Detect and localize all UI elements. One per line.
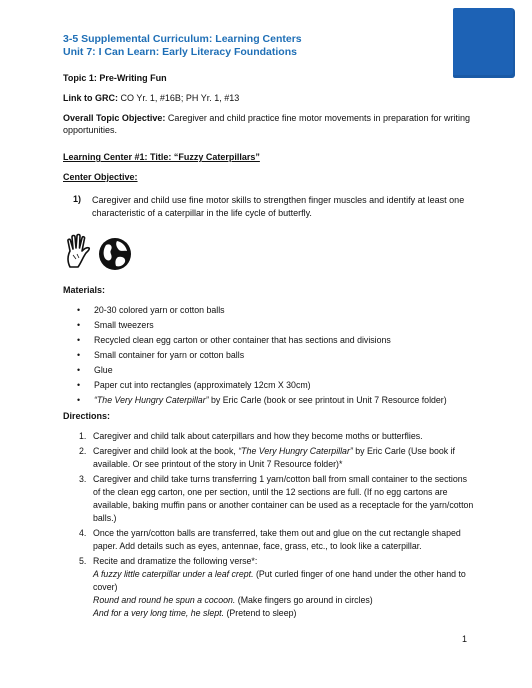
verse-line [93, 594, 475, 607]
globe-icon [99, 238, 131, 270]
verse-action: (Pretend to sleep) [224, 608, 297, 618]
verse-italic: Round and round he spun a cocoon. [93, 595, 236, 605]
direction-text: Caregiver and child take turns transferring 1 yarn/cotton ball from small container to the sections of the clean egg carton, one per section, until the 12 sections are full. (If no egg cartons are available, baking muffin pans or another container can be used as a receptacle for the yarn/cotton balls.) [93, 474, 474, 523]
book-title: “The Very Hungry Caterpillar” [238, 446, 353, 456]
directions-heading: Directions: [63, 411, 111, 421]
grc-label: Link to GRC: [63, 93, 118, 103]
overall-objective-text: Caregiver and child practice fine motor movements in preparation for writing opportunities. [63, 113, 471, 135]
verse-action: (Make fingers go around in circles) [235, 595, 373, 605]
overall-objective [63, 112, 473, 136]
book-note: by Eric Carle (book or see printout in Unit 7 Resource folder) [208, 395, 447, 405]
grc-link [63, 92, 239, 104]
list-item: • Small container for yarn or cotton balls [74, 348, 494, 363]
book-title: “The Very Hungry Caterpillar” [94, 395, 209, 405]
direction-text: Caregiver and child talk about caterpillars and how they become moths or butterflies. [93, 431, 423, 441]
center-objective-number: 1) [73, 194, 82, 204]
direction-text-pre: Caregiver and child look at the book, [93, 446, 239, 456]
header-line-1: 3-5 Supplemental Curriculum: Learning Centers [63, 33, 302, 45]
direction-text-post: by Eric Carle (Use book if available. Or see printout of the story in Unit 7 Resource folder)* [93, 446, 455, 469]
direction-step: 4. Once the yarn/cotton balls are transferred, take them out and glue on the cut rectangle shaped paper. Add details such as eyes, antennae, face, grass, etc., to look like a caterpillar. [79, 528, 461, 551]
verse-action: (Put curled finger of one hand under the other hand to cover) [93, 569, 466, 592]
direction-step: 1. Caregiver and child talk about caterpillars and how they become moths or butterflies. [79, 431, 423, 441]
overall-objective-label: Overall Topic Objective: [63, 113, 166, 123]
verse-italic: A fuzzy little caterpillar under a leaf crept. [93, 569, 254, 579]
verse-italic: And for a very long time, he slept. [93, 608, 225, 618]
list-item: • Glue [74, 363, 494, 378]
direction-step: 5. Recite and dramatize the following verse*: A fuzzy little caterpillar under a leaf crept. (Put curled finger of one hand under the other hand to cover) Round and round he spun a cocoon. (Make fingers go around in circles) And for a very long time, he slept. (Pretend to sleep) [65, 555, 475, 620]
materials-heading: Materials: [63, 285, 106, 295]
center-objective-heading: Center Objective: [63, 172, 138, 182]
direction-step: 2. Caregiver and child look at the book, “The Very Hungry Caterpillar” by Eric Carle (Use book if available. Or see printout of the story in Unit 7 Resource folder)* [79, 446, 455, 469]
verse-line [93, 607, 475, 620]
direction-text: Once the yarn/cotton balls are transferred, take them out and glue on the cut rectangle shaped paper. Add details such as eyes, antennae, face, grass, etc., to look like a caterpillar. [93, 528, 461, 551]
list-item: • Small tweezers [74, 318, 494, 333]
directions-list [65, 430, 475, 620]
direction-text: Recite and dramatize the following verse*: [93, 556, 258, 566]
learning-center-title: Learning Center #1: Title: “Fuzzy Caterpillars” [63, 152, 260, 162]
header-line-2: Unit 7: I Can Learn: Early Literacy Foundations [63, 46, 297, 58]
center-objective-text: Caregiver and child use fine motor skills to strengthen finger muscles and identify at least one characteristic of a caterpillar in the life cycle of butterfly. [92, 195, 465, 218]
blue-corner-block [453, 8, 515, 78]
grc-value: CO Yr. 1, #16B; PH Yr. 1, #13 [118, 93, 240, 103]
list-item: • Recycled clean egg carton or other container that has sections and divisions [74, 333, 494, 348]
materials-list [74, 303, 494, 408]
verse-line [93, 568, 475, 594]
direction-step: 3. Caregiver and child take turns transferring 1 yarn/cotton ball from small container to the sections of the clean egg carton, one per section, until the 12 sections are full. (If no egg cartons are available, baking muffin pans or another container can be used as a receptacle for the yarn/cotton balls.) [79, 474, 474, 523]
topic-title: Topic 1: Pre-Writing Fun [63, 73, 167, 83]
list-item: • 20-30 colored yarn or cotton balls [74, 303, 494, 318]
activity-icons [64, 233, 136, 271]
list-item [74, 393, 494, 408]
page-number: 1 [462, 634, 468, 644]
list-item: • Paper cut into rectangles (approximately 12cm X 30cm) [74, 378, 494, 393]
hand-icon [68, 235, 89, 268]
